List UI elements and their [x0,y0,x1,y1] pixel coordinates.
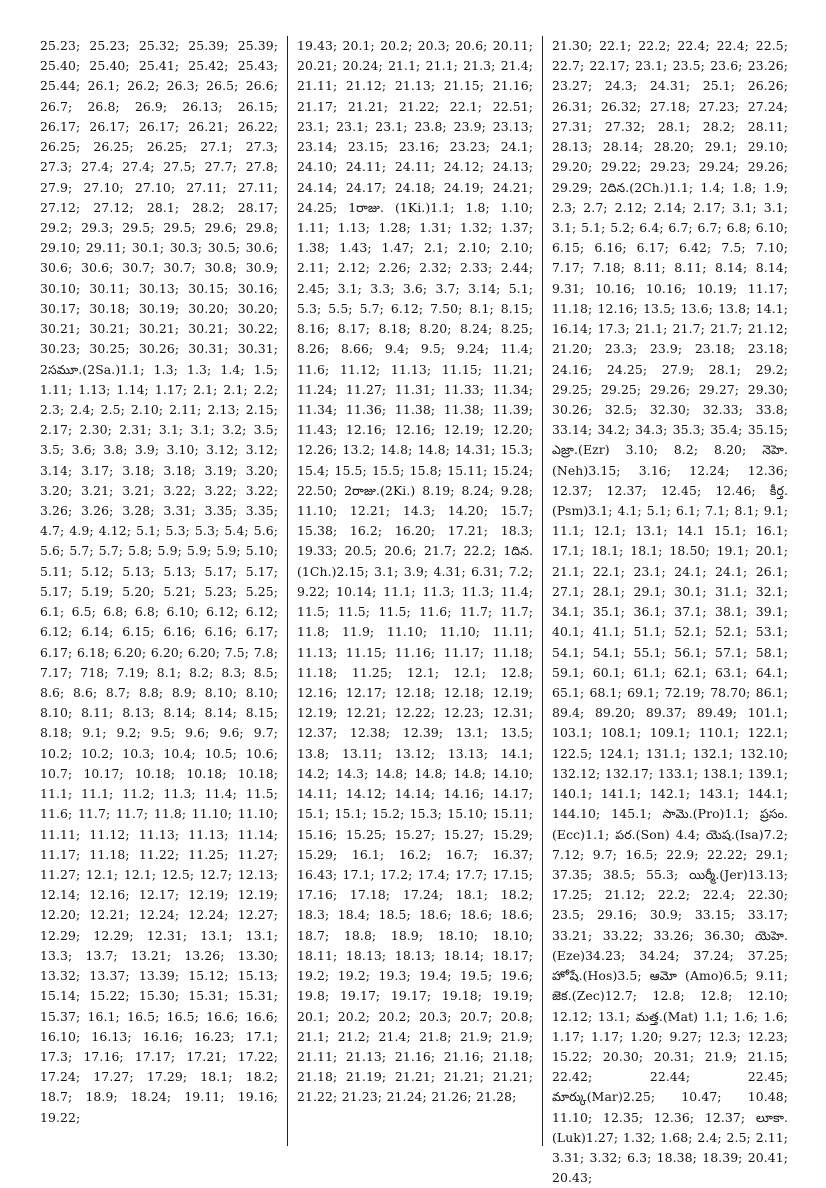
column-divider-2 [542,36,543,1146]
column-3: 21.30; 22.1; 22.2; 22.4; 22.4; 22.5; 22.7; 22.17; 23.1; 23.5; 23.6; 23.26; 23.27; 24.3; 24.31; 25.1; 26.26; 26.31; 26.32; 27.18; 27.23; 27.24; 27.31; 27.32; 28.1; 28.2; 28.11; 28.13; 28.14; 28.20; 29.1; 29.10; 29.20; 29.22; 29.23; 29.24; 29.26; 29.29; 2దిన.(2Ch.)1.1; 1.4; 1.8; 1.9; 2.3; 2.7; 2.12; 2.14; 2.17; 3.1; 3.1; 3.1; 5.1; 5.2; 6.4; 6.7; 6.7; 6.8; 6.10; 6.15; 6.16; 6.17; 6.42; 7.5; 7.10; 7.17; 7.18; 8.11; 8.11; 8.14; 8.14; 9.31; 10.16; 10.16; 10.19; 11.17; 11.18; 12.16; 13.5; 13.6; 13.8; 14.1; 16.14; 17.3; 21.1; 21.7; 21.7; 21.12; 21.20; 23.3; 23.9; 23.18; 23.18; 24.16; 24.25; 27.9; 28.1; 29.2; 29.25; 29.25; 29.26; 29.27; 29.30; 30.26; 32.5; 32.30; 32.33; 33.8; 33.14; 34.2; 34.3; 35.3; 35.4; 35.15; ఎజ్రా.(Ezr) 3.10; 8.2; 8.20; నెహె.(Neh)3.15; 3.16; 12.24; 12.36; 12.37; 12.37; 12.45; 12.46; కీర్త.(Psm)3.1; 4.1; 5.1; 6.1; 7.1; 8.1; 9.1; 11.1; 12.1; 13.1; 14.1 15.1; 16.1; 17.1; 18.1; 18.1; 18.50; 19.1; 20.1; 21.1; 22.1; 23.1; 24.1; 24.1; 26.1; 27.1; 28.1; 29.1; 30.1; 31.1; 32.1; 34.1; 35.1; 36.1; 37.1; 38.1; 39.1; 40.1; 41.1; 51.1; 52.1; 52.1; 53.1; 54.1; 54.1; 55.1; 56.1; 57.1; 58.1; 59.1; 60.1; 61.1; 62.1; 63.1; 64.1; 65.1; 68.1; 69.1; 72.19; 78.70; 86.1; 89.4; 89.20; 89.37; 89.49; 101.1; 103.1; 108.1; 109.1; 110.1; 122.1; 122.5; 124.1; 131.1; 132.1; 132.10; 132.12; 132.17; 133.1; 138.1; 139.1; 140.1; 141.1; 142.1; 143.1; 144.1; 144.10; 145.1; సామె.(Pro)1.1; ప్రసం.(Ecc)1.1; పర.(Son) 4.4; యెష.(Isa)7.2; 7.12; 9.7; 16.5; 22.9; 22.22; 29.1; 37.35; 38.5; 55.3; యిర్మీ.(Jer)13.13; 17.25; 21.12; 22.2; 22.4; 22.30; 23.5; 29.16; 30.9; 33.15; 33.17; 33.21; 33.22; 33.26; 36.30; యెహె.(Eze)34.23; 34.24; 37.24; 37.25; హోషే.(Hos)3.5; ఆమో (Amo)6.5; 9.11; జెక.(Zec)12.7; 12.8; 12.8; 12.10; 12.12; 13.1; మత్త.(Mat) 1.1; 1.6; 1.6; 1.17; 1.17; 1.20; 9.27; 12.3; 12.23; 15.22; 20.30; 20.31; 21.9; 21.15; 22.42; 22.44; 22.45; మార్కు(Mar)2.25; 10.47; 10.48; 11.10; 12.35; 12.36; 12.37; లూకా.(Luk)1.27; 1.32; 1.68; 2.4; 2.5; 2.11; 3.31; 3.32; 6.3; 18.38; 18.39; 20.41; 20.43; [552,38,788,1186]
column-divider-1 [287,36,288,1146]
column-2: 19.43; 20.1; 20.2; 20.3; 20.6; 20.11; 20.21; 20.24; 21.1; 21.1; 21.3; 21.4; 21.11; 21.12; 21.13; 21.15; 21.16; 21.17; 21.21; 21.22; 22.1; 22.51; 23.1; 23.1; 23.1; 23.8; 23.9; 23.13; 23.14; 23.15; 23.16; 23.23; 24.1; 24.10; 24.11; 24.11; 24.12; 24.13; 24.14; 24.17; 24.18; 24.19; 24.21; 24.25; 1రాజు. (1Ki.)1.1; 1.8; 1.10; 1.11; 1.13; 1.28; 1.31; 1.32; 1.37; 1.38; 1.43; 1.47; 2.1; 2.10; 2.10; 2.11; 2.12; 2.26; 2.32; 2.33; 2.44; 2.45; 3.1; 3.3; 3.6; 3.7; 3.14; 5.1; 5.3; 5.5; 5.7; 6.12; 7.50; 8.1; 8.15; 8.16; 8.17; 8.18; 8.20; 8.24; 8.25; 8.26; 8.66; 9.4; 9.5; 9.24; 11.4; 11.6; 11.12; 11.13; 11.15; 11.21; 11.24; 11.27; 11.31; 11.33; 11.34; 11.34; 11.36; 11.38; 11.38; 11.39; 11.43; 12.16; 12.16; 12.19; 12.20; 12.26; 13.2; 14.8; 14.8; 14.31; 15.3; 15.4; 15.5; 15.5; 15.8; 15.11; 15.24; 22.50; 2రాజు.(2Ki.) 8.19; 8.24; 9.28; 11.10; 12.21; 14.3; 14.20; 15.7; 15.38; 16.2; 16.20; 17.21; 18.3; 19.33; 20.5; 20.6; 21.7; 22.2; 1దిన.(1Ch.)2.15; 3.1; 3.9; 4.31; 6.31; 7.2; 9.22; 10.14; 11.1; 11.3; 11.3; 11.4; 11.5; 11.5; 11.5; 11.6; 11.7; 11.7; 11.8; 11.9; 11.10; 11.10; 11.11; 11.13; 11.15; 11.16; 11.17; 11.18; 11.18; 11.25; 12.1; 12.1; 12.8; 12.16; 12.17; 12.18; 12.18; 12.19; 12.19; 12.21; 12.22; 12.23; 12.31; 12.37; 12.38; 12.39; 13.1; 13.5; 13.8; 13.11; 13.12; 13.13; 14.1; 14.2; 14.3; 14.8; 14.8; 14.8; 14.10; 14.11; 14.12; 14.14; 14.16; 14.17; 15.1; 15.1; 15.2; 15.3; 15.10; 15.11; 15.16; 15.25; 15.27; 15.27; 15.29; 15.29; 16.1; 16.2; 16.7; 16.37; 16.43; 17.1; 17.2; 17.4; 17.7; 17.15; 17.16; 17.18; 17.24; 18.1; 18.2; 18.3; 18.4; 18.5; 18.6; 18.6; 18.6; 18.7; 18.8; 18.9; 18.10; 18.10; 18.11; 18.13; 18.13; 18.14; 18.17; 19.2; 19.2; 19.3; 19.4; 19.5; 19.6; 19.8; 19.17; 19.17; 19.18; 19.19; 20.1; 20.2; 20.2; 20.3; 20.7; 20.8; 21.1; 21.2; 21.4; 21.8; 21.9; 21.9; 21.11; 21.13; 21.16; 21.16; 21.18; 21.18; 21.19; 21.21; 21.21; 21.21; 21.22; 21.23; 21.24; 21.26; 21.28; [297,38,533,1105]
column-1: 25.23; 25.23; 25.32; 25.39; 25.39; 25.40; 25.40; 25.41; 25.42; 25.43; 25.44; 26.1; 26.2; 26.3; 26.5; 26.6; 26.7; 26.8; 26.9; 26.13; 26.15; 26.17; 26.17; 26.17; 26.21; 26.22; 26.25; 26.25; 26.25; 27.1; 27.3; 27.3; 27.4; 27.4; 27.5; 27.7; 27.8; 27.9; 27.10; 27.10; 27.11; 27.11; 27.12; 27.12; 28.1; 28.2; 28.17; 29.2; 29.3; 29.5; 29.5; 29.6; 29.8; 29.10; 29.11; 30.1; 30.3; 30.5; 30.6; 30.6; 30.6; 30.7; 30.7; 30.8; 30.9; 30.10; 30.11; 30.13; 30.15; 30.16; 30.17; 30.18; 30.19; 30.20; 30.20; 30.21; 30.21; 30.21; 30.21; 30.22; 30.23; 30.25; 30.26; 30.31; 30.31; 2సమూ.(2Sa.)1.1; 1.3; 1.3; 1.4; 1.5; 1.11; 1.13; 1.14; 1.17; 2.1; 2.1; 2.2; 2.3; 2.4; 2.5; 2.10; 2.11; 2.13; 2.15; 2.17; 2.30; 2.31; 3.1; 3.1; 3.2; 3.5; 3.5; 3.6; 3.8; 3.9; 3.10; 3.12; 3.12; 3.14; 3.17; 3.18; 3.18; 3.19; 3.20; 3.20; 3.21; 3.21; 3.22; 3.22; 3.22; 3.26; 3.26; 3.28; 3.31; 3.35; 3.35; 4.7; 4.9; 4.12; 5.1; 5.3; 5.3; 5.4; 5.6; 5.6; 5.7; 5.7; 5.8; 5.9; 5.9; 5.9; 5.10; 5.11; 5.12; 5.13; 5.13; 5.17; 5.17; 5.17; 5.19; 5.20; 5.21; 5.23; 5.25; 6.1; 6.5; 6.8; 6.8; 6.10; 6.12; 6.12; 6.12; 6.14; 6.15; 6.16; 6.16; 6.17; 6.17; 6.18; 6.20; 6.20; 6.20; 7.5; 7.8; 7.17; 718; 7.19; 8.1; 8.2; 8.3; 8.5; 8.6; 8.6; 8.7; 8.8; 8.9; 8.10; 8.10; 8.10; 8.11; 8.13; 8.14; 8.14; 8.15; 8.18; 9.1; 9.2; 9.5; 9.6; 9.6; 9.7; 10.2; 10.2; 10.3; 10.4; 10.5; 10.6; 10.7; 10.17; 10.18; 10.18; 10.18; 11.1; 11.1; 11.2; 11.3; 11.4; 11.5; 11.6; 11.7; 11.7; 11.8; 11.10; 11.10; 11.11; 11.12; 11.13; 11.13; 11.14; 11.17; 11.18; 11.22; 11.25; 11.27; 11.27; 12.1; 12.1; 12.5; 12.7; 12.13; 12.14; 12.16; 12.17; 12.19; 12.19; 12.20; 12.21; 12.24; 12.24; 12.27; 12.29; 12.29; 12.31; 13.1; 13.1; 13.3; 13.7; 13.21; 13.26; 13.30; 13.32; 13.37; 13.39; 15.12; 15.13; 15.14; 15.22; 15.30; 15.31; 15.31; 15.37; 16.1; 16.5; 16.5; 16.6; 16.6; 16.10; 16.13; 16.16; 16.23; 17.1; 17.3; 17.16; 17.17; 17.21; 17.22; 17.24; 17.27; 17.29; 18.1; 18.2; 18.7; 18.9; 18.24; 19.11; 19.16; 19.22; [40,38,278,1125]
